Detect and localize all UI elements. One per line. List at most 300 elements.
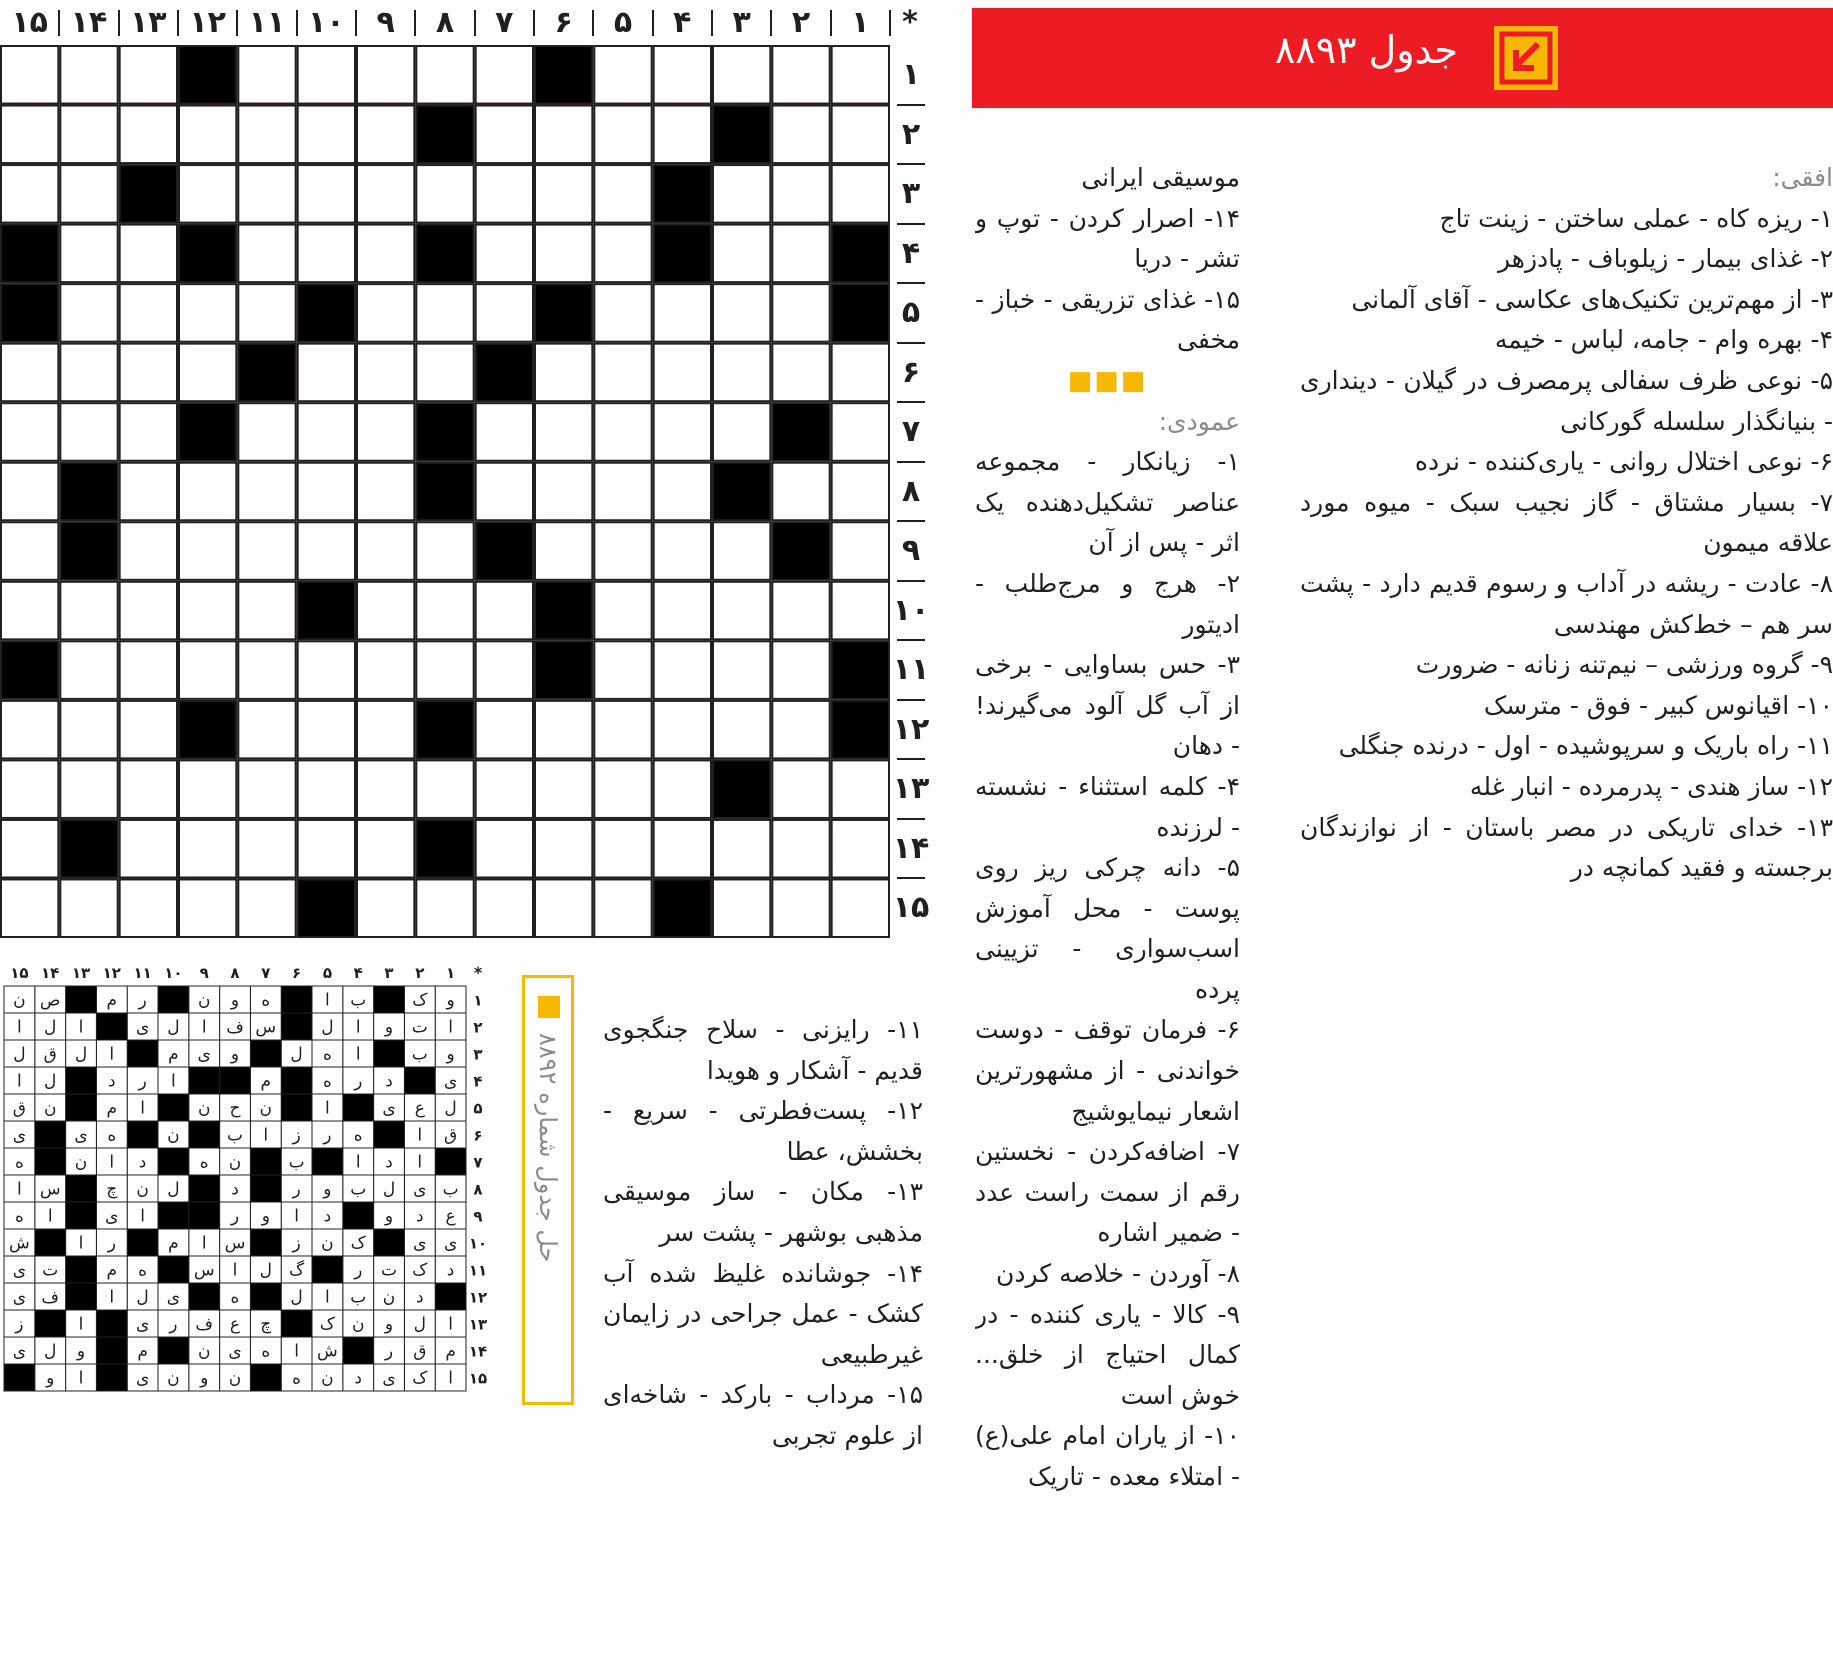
black-cell <box>179 46 236 104</box>
solution-row-number: ۱۲ <box>468 1288 488 1307</box>
grid-cell[interactable] <box>713 701 770 759</box>
solution-letter: ه <box>322 1044 332 1065</box>
solution-letter: ت <box>42 1260 59 1281</box>
solution-letter: ا <box>325 1098 330 1119</box>
grid-cell[interactable] <box>120 582 177 640</box>
grid-svg[interactable] <box>0 45 890 938</box>
solution-black-cell <box>435 1148 466 1175</box>
grid-cell[interactable] <box>654 46 711 104</box>
grid-cell[interactable] <box>594 165 651 223</box>
grid-cell[interactable] <box>238 760 295 818</box>
grid-cell[interactable] <box>535 522 592 580</box>
black-cell <box>535 46 592 104</box>
solution-letter: ر <box>138 1071 147 1092</box>
grid-cell[interactable] <box>535 106 592 164</box>
grid-cell[interactable] <box>713 46 770 104</box>
grid-cell[interactable] <box>357 582 414 640</box>
solution-letter: ا <box>78 1314 84 1335</box>
solution-letter: ف <box>195 1314 214 1335</box>
grid-cell[interactable] <box>298 820 355 878</box>
across-clue-13: ۱۳- خدای تاریکی در مصر باستان - از نوازندگان برجسته و فقید کمانچه در <box>1300 812 1833 883</box>
row-separator <box>897 342 925 344</box>
solution-letter: ا <box>78 1368 84 1389</box>
grid-cell[interactable] <box>535 344 592 402</box>
grid-cell[interactable] <box>594 582 651 640</box>
grid-cell[interactable] <box>1 879 58 937</box>
solution-letter: ش <box>317 1341 338 1362</box>
grid-cell[interactable] <box>298 522 355 580</box>
solution-black-cell <box>435 1283 466 1310</box>
grid-cell[interactable] <box>238 106 295 164</box>
solution-letter: ا <box>232 1260 238 1281</box>
grid-cell[interactable] <box>654 820 711 878</box>
solution-letter: ا <box>355 1044 361 1065</box>
solution-letter: م <box>106 1260 118 1281</box>
grid-cell[interactable] <box>772 879 829 937</box>
solution-row-number: ۹ <box>473 1207 483 1226</box>
grid-cell[interactable] <box>416 522 473 580</box>
solution-letter: ل <box>444 1098 457 1119</box>
solution-letter: ل <box>167 1179 180 1200</box>
solution-letter: ا <box>355 1017 361 1038</box>
grid-cell[interactable] <box>60 344 117 402</box>
crossword-grid[interactable] <box>0 45 890 938</box>
grid-cell[interactable] <box>476 284 533 342</box>
grid-cell[interactable] <box>476 820 533 878</box>
solution-letter: ل <box>74 1044 88 1065</box>
row-separator <box>897 639 925 641</box>
grid-cell[interactable] <box>476 582 533 640</box>
grid-cell[interactable] <box>416 165 473 223</box>
grid-cell[interactable] <box>772 165 829 223</box>
grid-cell[interactable] <box>594 46 651 104</box>
row-number: ۱۲ <box>892 711 930 747</box>
grid-cell[interactable] <box>60 760 117 818</box>
grid-cell[interactable] <box>238 165 295 223</box>
grid-cell[interactable] <box>298 463 355 521</box>
grid-cell[interactable] <box>416 879 473 937</box>
grid-cell[interactable] <box>357 106 414 164</box>
black-cell <box>416 225 473 283</box>
solution-letter: ی <box>382 1368 396 1389</box>
solution-letter: ه <box>261 1341 271 1362</box>
solution-letter: ش <box>9 1233 30 1254</box>
grid-cell[interactable] <box>772 106 829 164</box>
grid-cell[interactable] <box>416 760 473 818</box>
solution-black-cell <box>158 986 189 1013</box>
solution-letter: ر <box>107 1233 116 1254</box>
across-clue-10: ۱۰- اقیانوس کبیر - فوق - مترسک <box>1483 690 1833 720</box>
grid-cell[interactable] <box>238 403 295 461</box>
solution-black-cell <box>250 1283 281 1310</box>
grid-cell[interactable] <box>1 582 58 640</box>
grid-cell[interactable] <box>713 165 770 223</box>
grid-cell[interactable] <box>238 641 295 699</box>
grid-cell[interactable] <box>120 879 177 937</box>
solution-letter: ا <box>448 1368 453 1389</box>
down-clue-5: ۵- دانه چرکی ریز روی پوست - محل آموزش اسب‌سواری - تزیینی پرده <box>975 853 1240 1004</box>
grid-cell[interactable] <box>594 760 651 818</box>
grid-cell[interactable] <box>120 701 177 759</box>
grid-cell[interactable] <box>298 225 355 283</box>
solution-black-cell <box>66 1283 97 1310</box>
grid-cell[interactable] <box>238 46 295 104</box>
grid-cell[interactable] <box>357 522 414 580</box>
solution-letter: ن <box>321 1233 334 1254</box>
solution-column-number: ۶ <box>292 964 302 982</box>
grid-cell[interactable] <box>594 225 651 283</box>
grid-cell[interactable] <box>60 106 117 164</box>
grid-cell[interactable] <box>535 463 592 521</box>
black-cell <box>416 106 473 164</box>
grid-cell[interactable] <box>772 225 829 283</box>
grid-cell[interactable] <box>832 582 889 640</box>
column-number: ۵ <box>613 5 633 40</box>
grid-cell[interactable] <box>713 344 770 402</box>
grid-cell[interactable] <box>535 225 592 283</box>
grid-cell[interactable] <box>1 106 58 164</box>
grid-cell[interactable] <box>298 344 355 402</box>
solution-letter: ا <box>448 1017 453 1038</box>
grid-cell[interactable] <box>357 641 414 699</box>
grid-cell[interactable] <box>772 582 829 640</box>
grid-cell[interactable] <box>120 522 177 580</box>
solution-letter: ر <box>354 1260 363 1281</box>
grid-cell[interactable] <box>238 463 295 521</box>
solution-letter: ر <box>384 1341 394 1362</box>
grid-cell[interactable] <box>298 403 355 461</box>
grid-cell[interactable] <box>772 760 829 818</box>
solution-letter: د <box>138 1152 147 1173</box>
grid-cell[interactable] <box>120 46 177 104</box>
grid-cell[interactable] <box>179 284 236 342</box>
solution-black-cell <box>127 1121 158 1148</box>
grid-cell[interactable] <box>654 106 711 164</box>
grid-cell[interactable] <box>772 701 829 759</box>
row-separator <box>897 223 925 225</box>
grid-cell[interactable] <box>60 284 117 342</box>
grid-cell[interactable] <box>357 284 414 342</box>
solution-letter: ب <box>288 1152 305 1173</box>
grid-cell[interactable] <box>357 225 414 283</box>
grid-cell[interactable] <box>772 344 829 402</box>
column-number: ۱۱ <box>248 5 286 40</box>
solution-letter: ی <box>413 1233 427 1254</box>
grid-cell[interactable] <box>298 760 355 818</box>
grid-cell[interactable] <box>772 641 829 699</box>
grid-cell[interactable] <box>594 106 651 164</box>
black-cell <box>179 701 236 759</box>
solution-letter: د <box>354 1368 362 1389</box>
solution-letter: ق <box>443 1125 458 1146</box>
grid-cell[interactable] <box>594 463 651 521</box>
grid-cell[interactable] <box>298 701 355 759</box>
grid-cell[interactable] <box>238 522 295 580</box>
grid-cell[interactable] <box>772 284 829 342</box>
grid-cell[interactable] <box>357 46 414 104</box>
solution-letter: د <box>416 1287 424 1308</box>
grid-cell[interactable] <box>1 522 58 580</box>
grid-cell[interactable] <box>179 344 236 402</box>
solution-black-cell <box>189 1283 220 1310</box>
row-separator <box>897 520 925 522</box>
grid-cell[interactable] <box>357 403 414 461</box>
grid-cell[interactable] <box>654 463 711 521</box>
grid-cell[interactable] <box>476 165 533 223</box>
grid-cell[interactable] <box>476 701 533 759</box>
black-cell <box>120 165 177 223</box>
black-cell <box>298 879 355 937</box>
solution-letter: و <box>46 1368 55 1389</box>
grid-cell[interactable] <box>120 820 177 878</box>
solution-letter: ل <box>13 1044 26 1065</box>
grid-cell[interactable] <box>120 106 177 164</box>
grid-cell[interactable] <box>476 760 533 818</box>
grid-cell[interactable] <box>476 403 533 461</box>
solution-letter: چ <box>260 1314 272 1335</box>
grid-row-numbers <box>892 45 930 938</box>
grid-cell[interactable] <box>179 165 236 223</box>
grid-cell[interactable] <box>1 701 58 759</box>
grid-cell[interactable] <box>772 820 829 878</box>
grid-cell[interactable] <box>832 344 889 402</box>
grid-cell[interactable] <box>179 820 236 878</box>
grid-cell[interactable] <box>832 879 889 937</box>
grid-cell[interactable] <box>654 284 711 342</box>
grid-cell[interactable] <box>832 760 889 818</box>
grid-cell[interactable] <box>713 225 770 283</box>
grid-cell[interactable] <box>594 820 651 878</box>
grid-cell[interactable] <box>179 106 236 164</box>
row-number: ۷ <box>901 414 921 450</box>
grid-cell[interactable] <box>238 701 295 759</box>
grid-cell[interactable] <box>654 344 711 402</box>
down-clue-9: ۹- کالا - یاری کننده - در کمال احتیاج از خلق... خوش است <box>975 1299 1240 1410</box>
grid-cell[interactable] <box>120 284 177 342</box>
grid-cell[interactable] <box>357 463 414 521</box>
solution-black-cell <box>35 1121 66 1148</box>
grid-cell[interactable] <box>298 46 355 104</box>
black-cell <box>713 106 770 164</box>
grid-cell[interactable] <box>654 641 711 699</box>
solution-letter: ع <box>229 1314 241 1335</box>
solution-letter: ق <box>43 1044 57 1065</box>
grid-cell[interactable] <box>298 641 355 699</box>
grid-cell[interactable] <box>535 701 592 759</box>
solution-letter: و <box>230 990 240 1011</box>
grid-cell[interactable] <box>654 582 711 640</box>
grid-cell[interactable] <box>357 701 414 759</box>
row-number: ۱۳ <box>892 771 930 807</box>
grid-cell[interactable] <box>772 463 829 521</box>
grid-cell[interactable] <box>60 641 117 699</box>
grid-cell[interactable] <box>713 582 770 640</box>
solution-black-cell <box>374 1040 405 1067</box>
solution-letter: د <box>416 1206 424 1227</box>
solution-letter: ی <box>12 1260 27 1281</box>
grid-cell[interactable] <box>476 463 533 521</box>
solution-letter: ا <box>78 1233 84 1254</box>
grid-cell[interactable] <box>120 225 177 283</box>
grid-cell[interactable] <box>238 225 295 283</box>
grid-cell[interactable] <box>832 106 889 164</box>
grid-cell[interactable] <box>179 582 236 640</box>
grid-cell[interactable] <box>298 106 355 164</box>
grid-cell[interactable] <box>713 403 770 461</box>
grid-cell[interactable] <box>60 165 117 223</box>
solution-letter: ی <box>135 1017 150 1038</box>
grid-cell[interactable] <box>654 701 711 759</box>
grid-cell[interactable] <box>713 879 770 937</box>
grid-cell[interactable] <box>60 879 117 937</box>
grid-cell[interactable] <box>120 344 177 402</box>
grid-cell[interactable] <box>120 760 177 818</box>
grid-cell[interactable] <box>594 284 651 342</box>
black-cell <box>416 403 473 461</box>
grid-cell[interactable] <box>416 46 473 104</box>
solution-letter: ن <box>197 1341 211 1362</box>
column-number: ۱۲ <box>189 5 226 40</box>
grid-cell[interactable] <box>594 344 651 402</box>
solution-letter: س <box>224 1233 246 1254</box>
solution-black-cell <box>66 1094 97 1121</box>
grid-cell[interactable] <box>357 820 414 878</box>
grid-cell[interactable] <box>594 641 651 699</box>
solution-black-cell <box>66 1067 97 1094</box>
grid-cell[interactable] <box>654 760 711 818</box>
grid-cell[interactable] <box>594 701 651 759</box>
grid-cell[interactable] <box>832 463 889 521</box>
grid-cell[interactable] <box>772 46 829 104</box>
grid-cell[interactable] <box>594 879 651 937</box>
grid-cell[interactable] <box>120 641 177 699</box>
solution-letter: ر <box>323 1125 332 1146</box>
grid-cell[interactable] <box>298 165 355 223</box>
grid-cell[interactable] <box>476 225 533 283</box>
solution-letter: ا <box>47 1206 53 1227</box>
grid-cell[interactable] <box>60 46 117 104</box>
grid-cell[interactable] <box>416 284 473 342</box>
solution-letter: ا <box>417 1152 423 1173</box>
grid-cell[interactable] <box>179 879 236 937</box>
grid-cell[interactable] <box>357 760 414 818</box>
grid-cell[interactable] <box>120 463 177 521</box>
black-cell <box>832 701 889 759</box>
grid-cell[interactable] <box>179 522 236 580</box>
grid-cell[interactable] <box>416 582 473 640</box>
grid-cell[interactable] <box>476 46 533 104</box>
grid-cell[interactable] <box>594 403 651 461</box>
grid-cell[interactable] <box>535 165 592 223</box>
solution-letter: ل <box>44 1017 57 1038</box>
grid-cell[interactable] <box>832 820 889 878</box>
grid-cell[interactable] <box>179 463 236 521</box>
column-number: ۲ <box>791 5 811 40</box>
grid-cell[interactable] <box>713 820 770 878</box>
grid-cell[interactable] <box>1 344 58 402</box>
grid-cell[interactable] <box>416 344 473 402</box>
grid-cell[interactable] <box>713 284 770 342</box>
solution-letter: ن <box>197 1098 211 1119</box>
grid-cell[interactable] <box>238 582 295 640</box>
grid-cell[interactable] <box>476 879 533 937</box>
grid-cell[interactable] <box>357 344 414 402</box>
solution-row-number: ۵ <box>473 1099 483 1118</box>
solution-column-number: ۱ <box>446 964 456 982</box>
black-cell <box>60 820 117 878</box>
solution-column-number: ۹ <box>199 964 209 982</box>
solution-letter: ی <box>12 1287 27 1308</box>
across-clue-2: ۲- غذای بیمار - زیلوباف - پادزهر <box>1497 244 1833 274</box>
grid-cell[interactable] <box>713 522 770 580</box>
grid-cell[interactable] <box>179 641 236 699</box>
grid-cell[interactable] <box>654 522 711 580</box>
grid-cell[interactable] <box>535 760 592 818</box>
solution-letter: ی <box>135 1314 150 1335</box>
grid-cell[interactable] <box>179 760 236 818</box>
down-clue-11: ۱۱- رایزنی - سلاح جنگجوی قدیم - آشکار و هویدا <box>603 1015 923 1085</box>
grid-cell[interactable] <box>594 522 651 580</box>
solution-black-cell <box>35 1148 66 1175</box>
grid-cell[interactable] <box>535 403 592 461</box>
solution-black-cell <box>66 1256 97 1283</box>
grid-cell[interactable] <box>238 879 295 937</box>
grid-cell[interactable] <box>535 879 592 937</box>
solution-letter: م <box>106 990 118 1011</box>
grid-cell[interactable] <box>416 641 473 699</box>
solution-letter: ه <box>353 1125 363 1146</box>
grid-cell[interactable] <box>832 46 889 104</box>
grid-cell[interactable] <box>357 165 414 223</box>
solution-letter: م <box>106 1098 118 1119</box>
grid-cell[interactable] <box>120 403 177 461</box>
grid-cell[interactable] <box>654 403 711 461</box>
grid-cell[interactable] <box>1 463 58 521</box>
solution-letter: و <box>446 1044 455 1065</box>
grid-cell[interactable] <box>60 225 117 283</box>
grid-cell[interactable] <box>238 284 295 342</box>
grid-cell[interactable] <box>60 403 117 461</box>
grid-cell[interactable] <box>1 403 58 461</box>
solution-black-cell <box>127 1040 158 1067</box>
grid-cell[interactable] <box>713 641 770 699</box>
grid-cell[interactable] <box>60 701 117 759</box>
grid-cell[interactable] <box>1 46 58 104</box>
grid-cell[interactable] <box>476 641 533 699</box>
grid-cell[interactable] <box>832 165 889 223</box>
down-clues-column <box>603 1010 923 1668</box>
grid-cell[interactable] <box>476 106 533 164</box>
solution-column-number: ۴ <box>353 964 363 982</box>
grid-cell[interactable] <box>238 820 295 878</box>
solution-letter: ل <box>321 1017 334 1038</box>
solution-letter: ک <box>412 990 428 1011</box>
solution-letter: س <box>39 1179 61 1200</box>
solution-letter: ا <box>355 1152 361 1173</box>
grid-cell[interactable] <box>357 879 414 937</box>
grid-cell[interactable] <box>832 522 889 580</box>
grid-cell[interactable] <box>832 403 889 461</box>
solution-letter: ل <box>413 1314 426 1335</box>
solution-letter: م <box>168 1233 179 1254</box>
solution-letter: ی <box>105 1206 119 1227</box>
grid-cell[interactable] <box>60 582 117 640</box>
grid-cell[interactable] <box>535 820 592 878</box>
solution-letter: ی <box>166 1287 181 1308</box>
grid-cell[interactable] <box>1 760 58 818</box>
grid-cell[interactable] <box>1 820 58 878</box>
grid-cell[interactable] <box>1 165 58 223</box>
